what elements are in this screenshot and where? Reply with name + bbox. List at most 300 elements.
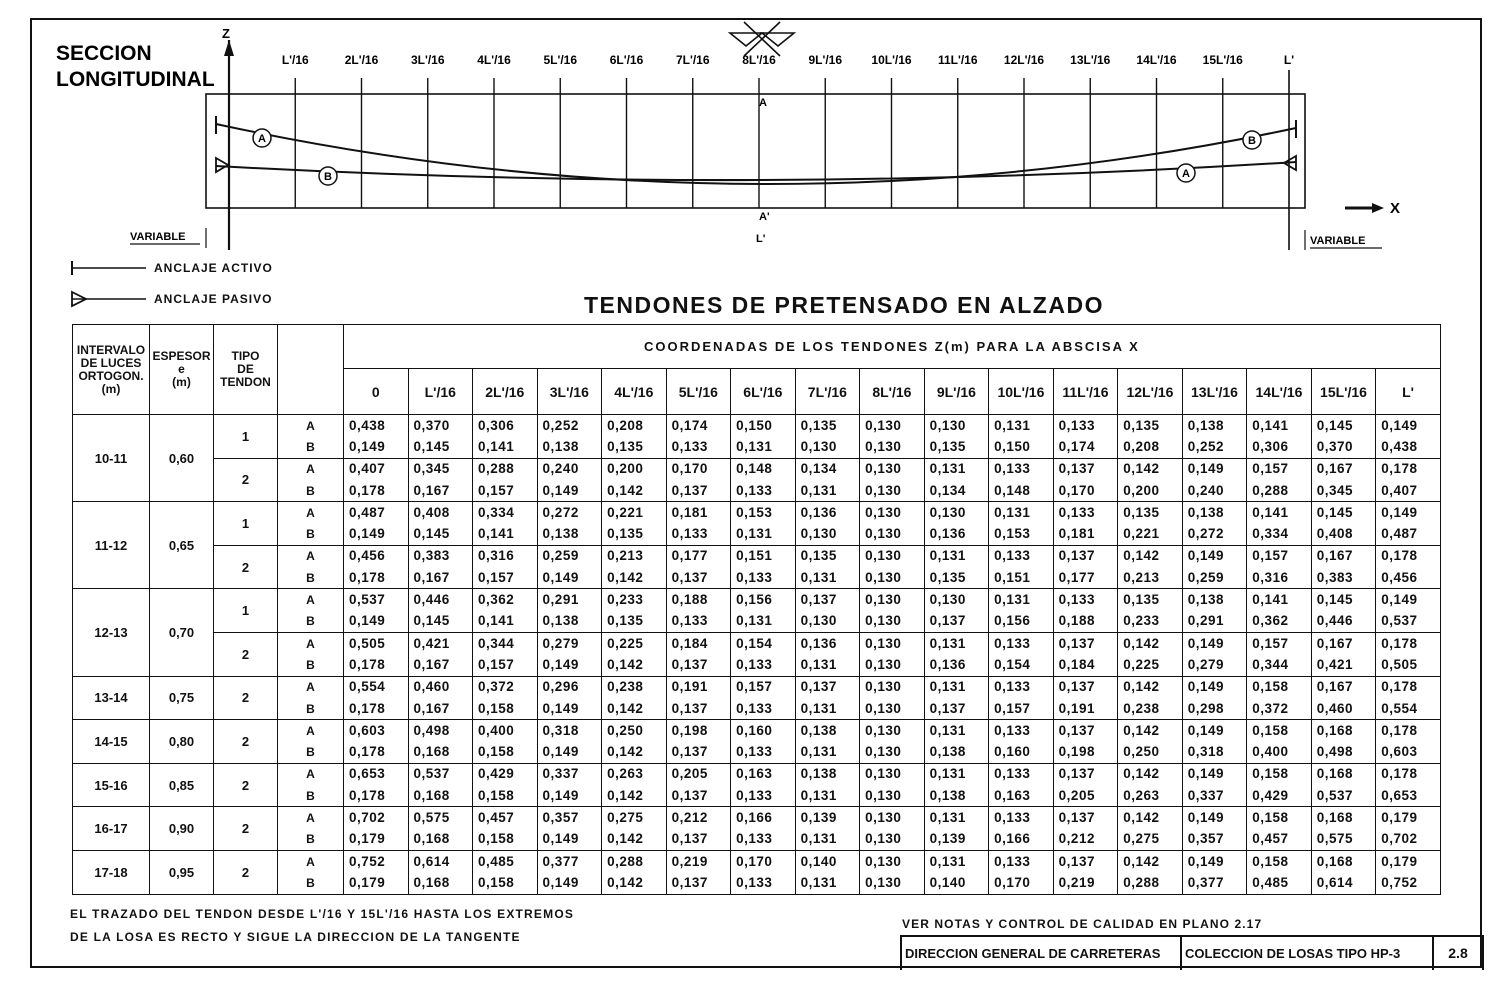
header-line: ESPESOR — [152, 349, 211, 363]
coordinate-cell: 0,200 — [602, 458, 667, 480]
coordinate-cell: 0,275 — [602, 807, 667, 829]
coordinate-cell: 0,136 — [924, 523, 989, 545]
coordinate-cell: 0,149 — [537, 741, 602, 763]
coordinate-cell: 0,157 — [989, 698, 1054, 720]
header-interval — [73, 325, 150, 415]
coordinate-cell: 0,345 — [1311, 480, 1376, 502]
coordinate-cell: 0,133 — [989, 545, 1054, 567]
coordinate-cell: 0,158 — [1247, 720, 1312, 742]
coordinate-cell: 0,137 — [666, 698, 731, 720]
coordinate-cell: 0,163 — [989, 785, 1054, 807]
coordinate-cell: 0,167 — [408, 567, 473, 589]
slab-outline — [206, 94, 1305, 208]
coordinate-cell: 0,263 — [602, 763, 667, 785]
interval-cell: 14-15 — [73, 720, 150, 764]
coordinate-cell: 0,219 — [1053, 872, 1118, 894]
coordinate-cell: 0,130 — [860, 611, 925, 633]
header-line: DE LUCES — [80, 355, 142, 370]
title-block — [900, 935, 1484, 970]
coordinate-cell: 0,179 — [1376, 850, 1441, 872]
coordinate-cell: 0,149 — [1182, 676, 1247, 698]
coordinate-cell: 0,213 — [1118, 567, 1183, 589]
coordinate-cell: 0,170 — [666, 458, 731, 480]
table-row — [73, 611, 1441, 633]
coordinate-cell: 0,130 — [860, 502, 925, 524]
coordinate-cell: 0,136 — [795, 632, 860, 654]
coordinate-cell: 0,603 — [1376, 741, 1441, 763]
tendon-id-cell: A — [278, 676, 344, 698]
division-label: 4L'/16 — [477, 53, 511, 67]
coordinate-cell: 0,149 — [1182, 545, 1247, 567]
coordinate-cell: 0,139 — [795, 807, 860, 829]
coordinate-cell: 0,138 — [537, 436, 602, 458]
table-row — [73, 829, 1441, 851]
coordinate-cell: 0,148 — [731, 458, 796, 480]
coordinate-cell: 0,383 — [1311, 567, 1376, 589]
tendon-id-cell: B — [278, 523, 344, 545]
coordinate-cell: 0,179 — [344, 829, 409, 851]
coordinate-cell: 0,131 — [924, 545, 989, 567]
coordinate-cell: 0,181 — [1053, 523, 1118, 545]
interval-cell: 13-14 — [73, 676, 150, 720]
coordinate-cell: 0,168 — [1311, 807, 1376, 829]
coordinate-cell: 0,298 — [1182, 698, 1247, 720]
coordinate-cell: 0,149 — [537, 785, 602, 807]
section-mark-top: A — [759, 97, 767, 109]
coordinate-cell: 0,429 — [1247, 785, 1312, 807]
coordinate-cell: 0,407 — [344, 458, 409, 480]
coordinate-cell: 0,158 — [473, 741, 538, 763]
table-row — [73, 589, 1441, 611]
tendon-type-cell: 2 — [214, 807, 278, 851]
coordinate-cell: 0,138 — [924, 785, 989, 807]
coordinate-cell: 0,158 — [473, 872, 538, 894]
table-row — [73, 872, 1441, 894]
table-row — [73, 720, 1441, 742]
coordinate-cell: 0,137 — [666, 872, 731, 894]
division-label: L' — [1283, 53, 1295, 67]
tendon-coordinates-table — [72, 324, 1441, 895]
coordinate-cell: 0,131 — [924, 458, 989, 480]
coordinate-cell: 0,138 — [1182, 589, 1247, 611]
coordinate-cell: 0,221 — [602, 502, 667, 524]
table-row — [73, 676, 1441, 698]
tendon-type-cell: 2 — [214, 676, 278, 720]
coordinate-cell: 0,142 — [602, 741, 667, 763]
coordinate-cell: 0,133 — [731, 698, 796, 720]
coordinate-cell: 0,131 — [731, 611, 796, 633]
coordinate-cell: 0,149 — [1376, 415, 1441, 437]
coordinate-cell: 0,137 — [666, 741, 731, 763]
coordinate-cell: 0,135 — [795, 545, 860, 567]
tendon-id-cell: B — [278, 567, 344, 589]
coordinate-cell: 0,138 — [1182, 415, 1247, 437]
coordinate-cell: 0,213 — [602, 545, 667, 567]
coordinate-cell: 0,130 — [924, 589, 989, 611]
coordinate-cell: 0,178 — [344, 567, 409, 589]
division-label: 13L'/16 — [1070, 53, 1111, 67]
table-row — [73, 415, 1441, 437]
coordinate-cell: 0,288 — [1247, 480, 1312, 502]
table-row — [73, 785, 1441, 807]
header-line: ORTOGON. — [78, 368, 144, 383]
coordinate-cell: 0,316 — [473, 545, 538, 567]
coordinate-cell: 0,177 — [666, 545, 731, 567]
coordinate-cell: 0,137 — [666, 654, 731, 676]
header-line: TIPO — [231, 349, 260, 363]
svg-text:A: A — [1182, 168, 1190, 180]
coordinate-cell: 0,149 — [537, 872, 602, 894]
coordinate-cell: 0,130 — [860, 632, 925, 654]
coordinate-cell: 0,149 — [1182, 632, 1247, 654]
coordinate-cell: 0,130 — [795, 523, 860, 545]
coordinate-cell: 0,130 — [795, 611, 860, 633]
tendon-label-a-left — [253, 129, 271, 147]
coordinate-cell: 0,205 — [666, 763, 731, 785]
division-label: 12L'/16 — [1003, 53, 1045, 67]
coordinate-cell: 0,370 — [1311, 436, 1376, 458]
table-row — [73, 850, 1441, 872]
coordinate-cell: 0,288 — [473, 458, 538, 480]
header-tendon-id — [278, 325, 344, 415]
coordinate-cell: 0,130 — [860, 720, 925, 742]
variable-label-right: VARIABLE — [1310, 235, 1366, 247]
coordinate-cell: 0,168 — [1311, 850, 1376, 872]
coordinate-cell: 0,135 — [924, 567, 989, 589]
table-row — [73, 632, 1441, 654]
z-axis-label: Z — [222, 26, 230, 41]
coordinate-cell: 0,133 — [989, 676, 1054, 698]
coordinate-cell: 0,498 — [408, 720, 473, 742]
header-abscissa: 9L'/16 — [924, 369, 989, 415]
coordinate-cell: 0,130 — [860, 567, 925, 589]
table-row — [73, 567, 1441, 589]
coordinate-cell: 0,457 — [1247, 829, 1312, 851]
tendon-id-cell: A — [278, 545, 344, 567]
coordinate-cell: 0,377 — [1182, 872, 1247, 894]
coordinate-cell: 0,134 — [924, 480, 989, 502]
coordinate-cell: 0,357 — [1182, 829, 1247, 851]
coordinate-cell: 0,275 — [1118, 829, 1183, 851]
coordinate-cell: 0,140 — [795, 850, 860, 872]
coordinate-cell: 0,131 — [924, 676, 989, 698]
coordinate-cell: 0,485 — [473, 850, 538, 872]
coordinate-cell: 0,137 — [1053, 545, 1118, 567]
coordinate-cell: 0,150 — [731, 415, 796, 437]
table-row — [73, 523, 1441, 545]
table-row — [73, 502, 1441, 524]
coordinate-cell: 0,133 — [989, 720, 1054, 742]
coordinate-cell: 0,130 — [860, 589, 925, 611]
coordinate-cell: 0,135 — [924, 436, 989, 458]
coordinate-cell: 0,133 — [989, 632, 1054, 654]
coordinate-cell: 0,133 — [666, 436, 731, 458]
coordinate-cell: 0,178 — [1376, 545, 1441, 567]
coordinate-cell: 0,135 — [1118, 502, 1183, 524]
coordinate-cell: 0,334 — [1247, 523, 1312, 545]
tendon-type-cell: 2 — [214, 545, 278, 589]
coordinate-cell: 0,140 — [924, 872, 989, 894]
coordinate-cell: 0,158 — [473, 785, 538, 807]
header-abscissa: L' — [1376, 369, 1441, 415]
tendon-id-cell: A — [278, 502, 344, 524]
coordinate-cell: 0,614 — [1311, 872, 1376, 894]
coordinate-cell: 0,158 — [1247, 676, 1312, 698]
coordinate-cell: 0,167 — [408, 480, 473, 502]
coordinate-cell: 0,131 — [924, 807, 989, 829]
interval-cell: 10-11 — [73, 415, 150, 502]
coordinate-cell: 0,154 — [989, 654, 1054, 676]
coordinate-cell: 0,138 — [795, 763, 860, 785]
tendon-a-curve — [216, 124, 1296, 184]
header-abscissa: 5L'/16 — [666, 369, 731, 415]
note-line-1: EL TRAZADO DEL TENDON DESDE L'/16 Y 15L'/16 HASTA LOS EXTREMOS — [70, 907, 575, 921]
coordinate-cell: 0,167 — [1311, 676, 1376, 698]
division-label: 3L'/16 — [410, 53, 445, 67]
coordinate-cell: 0,141 — [473, 436, 538, 458]
coordinate-cell: 0,133 — [666, 611, 731, 633]
interval-cell: 17-18 — [73, 850, 150, 894]
coordinate-cell: 0,131 — [989, 589, 1054, 611]
coordinate-cell: 0,131 — [795, 567, 860, 589]
coordinate-cell: 0,306 — [473, 415, 538, 437]
coordinate-cell: 0,133 — [731, 741, 796, 763]
svg-text:B: B — [324, 171, 332, 183]
coordinate-cell: 0,133 — [666, 523, 731, 545]
coordinate-cell: 0,135 — [1118, 415, 1183, 437]
coordinate-cell: 0,178 — [344, 654, 409, 676]
division-label: 6L'/16 — [609, 53, 644, 67]
coordinate-cell: 0,142 — [1118, 720, 1183, 742]
tendon-id-cell: A — [278, 763, 344, 785]
coordinate-cell: 0,178 — [344, 698, 409, 720]
coordinate-cell: 0,505 — [1376, 654, 1441, 676]
coordinate-cell: 0,148 — [989, 480, 1054, 502]
coordinate-cell: 0,141 — [1247, 589, 1312, 611]
coordinate-cell: 0,130 — [860, 654, 925, 676]
coordinate-cell: 0,181 — [666, 502, 731, 524]
coordinate-cell: 0,142 — [602, 654, 667, 676]
coordinate-cell: 0,157 — [473, 567, 538, 589]
coordinate-cell: 0,154 — [731, 632, 796, 654]
coordinate-cell: 0,603 — [344, 720, 409, 742]
coordinate-cell: 0,344 — [1247, 654, 1312, 676]
coordinate-cell: 0,408 — [1311, 523, 1376, 545]
coordinate-cell: 0,377 — [537, 850, 602, 872]
coordinate-cell: 0,133 — [989, 850, 1054, 872]
variable-label-left: VARIABLE — [130, 231, 186, 243]
coordinate-cell: 0,174 — [666, 415, 731, 437]
header-abscissa: 2L'/16 — [473, 369, 538, 415]
tendon-type-cell: 2 — [214, 763, 278, 807]
coordinate-cell: 0,130 — [860, 436, 925, 458]
tendon-type-cell: 2 — [214, 632, 278, 676]
coordinate-cell: 0,168 — [408, 741, 473, 763]
coordinate-cell: 0,421 — [408, 632, 473, 654]
coordinate-cell: 0,170 — [1053, 480, 1118, 502]
header-coordinates: COORDENADAS DE LOS TENDONES Z(m) PARA LA ABSCISA X — [344, 325, 1441, 369]
coordinate-cell: 0,142 — [1118, 850, 1183, 872]
coordinate-cell: 0,138 — [537, 611, 602, 633]
coordinate-cell: 0,130 — [860, 415, 925, 437]
coordinate-cell: 0,158 — [473, 698, 538, 720]
table-row — [73, 545, 1441, 567]
coordinate-cell: 0,142 — [1118, 763, 1183, 785]
coordinate-cell: 0,151 — [731, 545, 796, 567]
coordinate-cell: 0,142 — [1118, 545, 1183, 567]
coordinate-cell: 0,205 — [1053, 785, 1118, 807]
coordinate-cell: 0,149 — [344, 611, 409, 633]
main-title: TENDONES DE PRETENSADO EN ALZADO — [584, 292, 1104, 318]
coordinate-cell: 0,130 — [860, 763, 925, 785]
division-label: L'/16 — [281, 53, 309, 67]
header-abscissa: 8L'/16 — [860, 369, 925, 415]
header-abscissa: 13L'/16 — [1182, 369, 1247, 415]
tendon-id-cell: A — [278, 850, 344, 872]
coordinate-cell: 0,372 — [473, 676, 538, 698]
coordinate-cell: 0,130 — [860, 850, 925, 872]
coordinate-cell: 0,149 — [537, 698, 602, 720]
coordinate-cell: 0,142 — [1118, 676, 1183, 698]
coordinate-cell: 0,156 — [989, 611, 1054, 633]
coordinate-cell: 0,178 — [1376, 763, 1441, 785]
coordinate-cell: 0,178 — [344, 480, 409, 502]
header-abscissa: 12L'/16 — [1118, 369, 1183, 415]
coordinate-cell: 0,168 — [408, 785, 473, 807]
coordinate-cell: 0,131 — [795, 698, 860, 720]
table-row — [73, 763, 1441, 785]
coordinate-cell: 0,137 — [1053, 763, 1118, 785]
span-label: L' — [756, 233, 766, 245]
tendon-id-cell: A — [278, 415, 344, 437]
section-title-line1: SECCION — [56, 42, 152, 65]
coordinate-cell: 0,505 — [344, 632, 409, 654]
coordinate-cell: 0,487 — [1376, 523, 1441, 545]
coordinate-cell: 0,135 — [795, 415, 860, 437]
coordinate-cell: 0,170 — [989, 872, 1054, 894]
coordinate-cell: 0,157 — [1247, 458, 1312, 480]
thickness-cell: 0,70 — [150, 589, 214, 676]
coordinate-cell: 0,149 — [537, 654, 602, 676]
coordinate-cell: 0,177 — [1053, 567, 1118, 589]
coordinate-cell: 0,158 — [1247, 850, 1312, 872]
coordinate-cell: 0,160 — [989, 741, 1054, 763]
coordinate-cell: 0,238 — [602, 676, 667, 698]
coordinate-cell: 0,178 — [344, 741, 409, 763]
coordinate-cell: 0,137 — [1053, 676, 1118, 698]
coordinate-cell: 0,149 — [344, 523, 409, 545]
tendon-id-cell: B — [278, 480, 344, 502]
division-label: 2L'/16 — [344, 53, 379, 67]
table-row — [73, 458, 1441, 480]
title-block-collection: COLECCION DE LOSAS TIPO HP-3 — [1182, 937, 1434, 970]
table-row — [73, 436, 1441, 458]
coordinate-cell: 0,130 — [860, 741, 925, 763]
passive-anchor-left-icon — [216, 158, 228, 172]
coordinate-cell: 0,158 — [1247, 807, 1312, 829]
coordinate-cell: 0,291 — [1182, 611, 1247, 633]
coordinate-cell: 0,153 — [731, 502, 796, 524]
tendon-id-cell: A — [278, 458, 344, 480]
coordinate-cell: 0,306 — [1247, 436, 1312, 458]
coordinate-cell: 0,460 — [408, 676, 473, 698]
header-abscissa: L'/16 — [408, 369, 473, 415]
coordinate-cell: 0,178 — [1376, 720, 1441, 742]
header-abscissa: 7L'/16 — [795, 369, 860, 415]
svg-text:B: B — [1248, 135, 1256, 147]
coordinate-cell: 0,137 — [795, 676, 860, 698]
coordinate-cell: 0,163 — [731, 763, 796, 785]
coordinate-cell: 0,438 — [344, 415, 409, 437]
coordinate-cell: 0,149 — [1182, 763, 1247, 785]
z-axis-arrow-icon — [224, 40, 234, 56]
coordinate-cell: 0,138 — [924, 741, 989, 763]
coordinate-cell: 0,554 — [1376, 698, 1441, 720]
coordinate-cell: 0,137 — [1053, 458, 1118, 480]
coordinate-cell: 0,149 — [537, 567, 602, 589]
coordinate-cell: 0,131 — [924, 632, 989, 654]
thickness-cell: 0,85 — [150, 763, 214, 807]
coordinate-cell: 0,133 — [1053, 502, 1118, 524]
legend-passive-label: ANCLAJE PASIVO — [154, 292, 273, 306]
coordinate-cell: 0,166 — [731, 807, 796, 829]
tendon-id-cell: A — [278, 720, 344, 742]
coordinate-cell: 0,135 — [602, 611, 667, 633]
coordinate-cell: 0,142 — [602, 872, 667, 894]
coordinate-cell: 0,250 — [1118, 741, 1183, 763]
coordinate-cell: 0,167 — [1311, 632, 1376, 654]
coordinate-cell: 0,130 — [860, 698, 925, 720]
coordinate-cell: 0,135 — [1118, 589, 1183, 611]
header-abscissa: 4L'/16 — [602, 369, 667, 415]
coordinate-cell: 0,178 — [1376, 458, 1441, 480]
coordinate-cell: 0,238 — [1118, 698, 1183, 720]
coordinate-cell: 0,337 — [537, 763, 602, 785]
header-abscissa: 11L'/16 — [1053, 369, 1118, 415]
coordinate-cell: 0,135 — [602, 523, 667, 545]
coordinate-cell: 0,752 — [1376, 872, 1441, 894]
coordinate-cell: 0,263 — [1118, 785, 1183, 807]
coordinate-cell: 0,537 — [408, 763, 473, 785]
coordinate-cell: 0,142 — [602, 785, 667, 807]
coordinate-cell: 0,233 — [602, 589, 667, 611]
coordinate-cell: 0,225 — [602, 632, 667, 654]
coordinate-cell: 0,145 — [408, 611, 473, 633]
coordinate-cell: 0,487 — [344, 502, 409, 524]
coordinate-cell: 0,130 — [860, 545, 925, 567]
coordinate-cell: 0,157 — [731, 676, 796, 698]
coordinate-cell: 0,141 — [473, 611, 538, 633]
coordinate-cell: 0,166 — [989, 829, 1054, 851]
coordinate-cell: 0,288 — [1118, 872, 1183, 894]
coordinate-cell: 0,153 — [989, 523, 1054, 545]
coordinate-cell: 0,191 — [666, 676, 731, 698]
note-line-2: DE LA LOSA ES RECTO Y SIGUE LA DIRECCION DE LA TANGENTE — [70, 930, 521, 944]
coordinate-cell: 0,168 — [408, 872, 473, 894]
coordinate-cell: 0,252 — [1182, 436, 1247, 458]
coordinate-cell: 0,157 — [473, 654, 538, 676]
tendon-id-cell: B — [278, 741, 344, 763]
coordinate-cell: 0,160 — [731, 720, 796, 742]
table-row — [73, 654, 1441, 676]
header-line: DE — [237, 362, 254, 376]
coordinate-cell: 0,198 — [1053, 741, 1118, 763]
coordinate-cell: 0,179 — [344, 872, 409, 894]
coordinate-cell: 0,137 — [1053, 720, 1118, 742]
coordinate-cell: 0,357 — [537, 807, 602, 829]
coordinate-cell: 0,537 — [1311, 785, 1376, 807]
coordinate-cell: 0,158 — [473, 829, 538, 851]
